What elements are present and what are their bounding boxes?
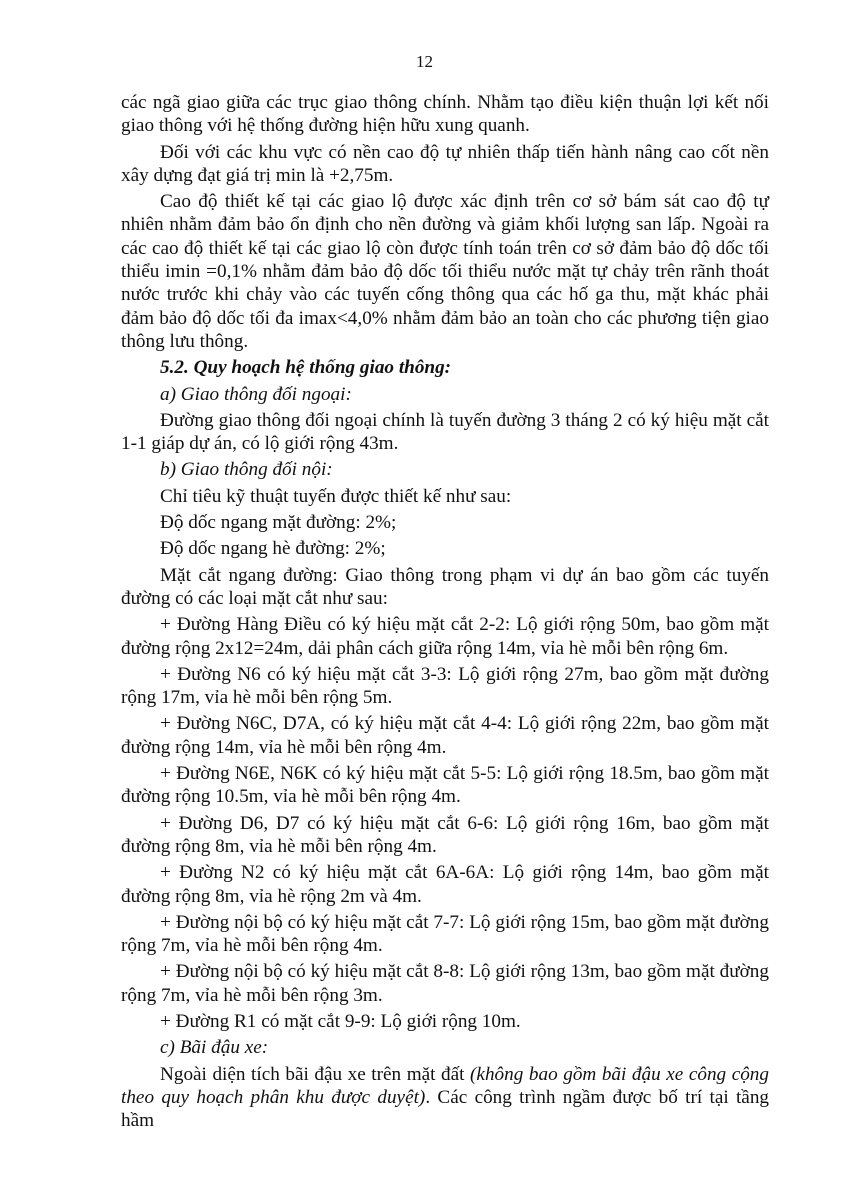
subheading-internal-traffic: b) Giao thông đối nội: [160, 459, 333, 481]
paragraph-technical-specs: Chỉ tiêu kỹ thuật tuyến được thiết kế như sau: [160, 485, 512, 507]
paragraph-ground-elevation: Đối với các khu vực có nền cao độ tự nhiên thấp tiến hành nâng cao cốt nền xây dựng đạt giá trị min là +2,75m. [121, 141, 769, 186]
paragraph-cross-section: Mặt cắt ngang đường: Giao thông trong phạm vi dự án bao gồm các tuyến đường có các loại mặt cắt như sau: [121, 564, 769, 609]
road-item: + Đường D6, D7 có ký hiệu mặt cắt 6-6: Lộ giới rộng 16m, bao gồm mặt đường rộng 8m, vỉa hè mỗi bên rộng 4m. [121, 812, 769, 857]
road-item: + Đường Hàng Điều có ký hiệu mặt cắt 2-2: Lộ giới rộng 50m, bao gồm mặt đường rộng 2x12=24m, dải phân cách giữa rộng 14m, vỉa hè mỗi bên rộng 6m. [121, 614, 769, 659]
road-item: + Đường R1 có mặt cắt 9-9: Lộ giới rộng 10m. [160, 1010, 521, 1032]
subheading-external-traffic: a) Giao thông đối ngoại: [160, 383, 352, 405]
road-item: + Đường N6C, D7A, có ký hiệu mặt cắt 4-4: Lộ giới rộng 22m, bao gồm mặt đường rộng 14m, vỉa hè mỗi bên rộng 4m. [121, 713, 769, 758]
parking-text-note: (không bao gồm bãi đậu xe công cộng theo quy hoạch phân khu được duyệt) [121, 1063, 769, 1108]
paragraph-intersection-elevation: Cao độ thiết kế tại các giao lộ được xác định trên cơ sở bám sát cao độ tự nhiên nhằm đảm bảo ổn định cho nền đường và giảm khối lượng san lấp. Ngoài ra các cao độ thiết kế tại các giao lộ còn được tính toán trên cơ sở đảm bảo độ dốc tối thiểu imin =0,1% nhằm đảm bảo độ dốc tối thiểu nước mặt tự chảy trên rãnh thoát nước trước khi chảy vào các tuyến cống thông qua các hố ga thu, mặt khác phải đảm bảo độ dốc tối đa imax<4,0% nhằm đảm bảo an toàn cho các phương tiện giao thông lưu thông. [121, 191, 769, 352]
road-item: + Đường N6E, N6K có ký hiệu mặt cắt 5-5: Lộ giới rộng 18.5m, bao gồm mặt đường rộng 10.5m, vỉa hè mỗi bên rộng 4m. [121, 763, 769, 808]
paragraph-sidewalk-slope: Độ dốc ngang hè đường: 2%; [160, 538, 386, 560]
page-number: 12 [416, 52, 433, 71]
document-body [121, 91, 769, 1132]
road-item: + Đường N6 có ký hiệu mặt cắt 3-3: Lộ giới rộng 27m, bao gồm mặt đường rộng 17m, vỉa hè mỗi bên rộng 5m. [121, 663, 769, 709]
paragraph-continuation: các ngã giao giữa các trục giao thông chính. Nhằm tạo điều kiện thuận lợi kết nối giao thông với hệ thống đường hiện hữu xung quanh. [121, 92, 769, 137]
paragraph-external-road: Đường giao thông đối ngoại chính là tuyến đường 3 tháng 2 có ký hiệu mặt cắt 1-1 giáp dự án, có lộ giới rộng 43m. [121, 409, 769, 455]
parking-text-end: . Các công trình ngầm được bố trí tại tầng hầm [121, 1086, 770, 1132]
road-item: + Đường N2 có ký hiệu mặt cắt 6A-6A: Lộ giới rộng 14m, bao gồm mặt đường rộng 8m, vỉa hè rộng 2m và 4m. [121, 862, 769, 907]
paragraph-road-slope: Độ dốc ngang mặt đường: 2%; [160, 512, 397, 534]
section-heading: 5.2. Quy hoạch hệ thống giao thông: [160, 357, 452, 379]
paragraph-parking [121, 1063, 769, 1133]
road-item: + Đường nội bộ có ký hiệu mặt cắt 8-8: Lộ giới rộng 13m, bao gồm mặt đường rộng 7m, vỉa hè mỗi bên rộng 3m. [121, 961, 769, 1006]
subheading-parking: c) Bãi đậu xe: [160, 1037, 269, 1059]
road-item: + Đường nội bộ có ký hiệu mặt cắt 7-7: Lộ giới rộng 15m, bao gồm mặt đường rộng 7m, vỉa hè mỗi bên rộng 4m. [121, 911, 769, 957]
parking-text-start: Ngoài diện tích bãi đậu xe trên mặt đất [160, 1063, 471, 1085]
